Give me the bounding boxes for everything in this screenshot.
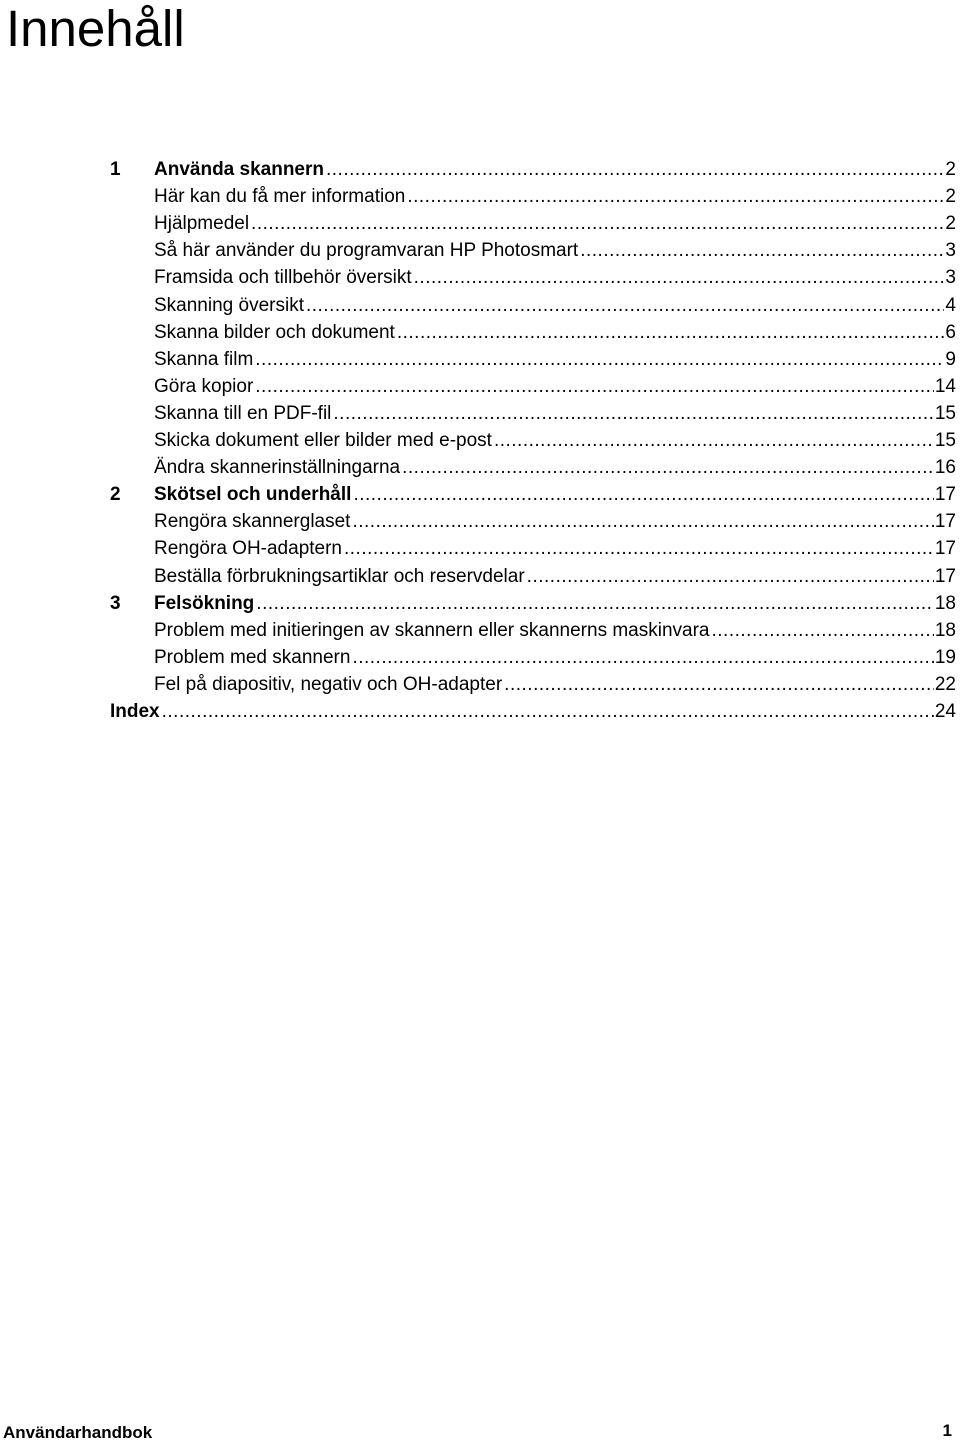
toc-entry[interactable]	[110, 425, 956, 452]
toc-entry-title: Problem med initieringen av skannern eller skannerns maskinvara	[154, 619, 710, 641]
toc-entry[interactable]	[110, 642, 956, 669]
toc-page-number: 4	[945, 294, 956, 316]
toc-page-number: 17	[934, 511, 956, 533]
toc-page-number: 18	[934, 619, 956, 641]
toc-page-number: 6	[945, 321, 956, 343]
toc-entry-title: Fel på diapositiv, negativ och OH-adapter	[154, 673, 503, 695]
toc-page-number: 18	[934, 592, 956, 614]
page-title: Innehåll	[6, 0, 185, 57]
toc-page-number: 2	[945, 213, 956, 235]
table-of-contents	[110, 154, 956, 723]
toc-page-number: 17	[934, 538, 956, 560]
toc-entry-title: Skanna bilder och dokument	[154, 321, 395, 343]
footer-page-number: 1	[942, 1421, 952, 1440]
toc-entry-title: Index	[110, 700, 160, 722]
toc-page-number: 2	[945, 186, 956, 208]
toc-entry[interactable]	[110, 208, 956, 235]
toc-entry[interactable]	[110, 289, 956, 316]
toc-page-number: 15	[934, 402, 956, 424]
toc-dot-leader	[352, 647, 933, 669]
toc-page-number: 3	[945, 267, 956, 289]
toc-entry-title: Skicka dokument eller bilder med e-post	[154, 430, 492, 452]
toc-entry[interactable]	[110, 452, 956, 479]
toc-dot-leader	[306, 295, 944, 317]
toc-dot-leader	[353, 484, 933, 506]
toc-page-number: 17	[934, 484, 956, 506]
toc-entry-title: Göra kopior	[154, 375, 254, 397]
toc-dot-leader	[256, 593, 934, 615]
toc-chapter-entry[interactable]	[110, 154, 956, 181]
toc-entry[interactable]	[110, 262, 956, 289]
toc-dot-leader	[504, 674, 934, 696]
toc-chapter-number: 2	[110, 484, 121, 506]
toc-dot-leader	[397, 322, 945, 344]
toc-page-number: 16	[934, 457, 956, 479]
toc-dot-leader	[580, 240, 944, 262]
toc-page-number: 17	[934, 565, 956, 587]
toc-entry-title: Ändra skannerinställningarna	[154, 457, 401, 479]
toc-entry[interactable]	[110, 344, 956, 371]
toc-page-number: 9	[945, 348, 956, 370]
toc-entry[interactable]	[110, 371, 956, 398]
toc-entry-title: Hjälpmedel	[154, 213, 250, 235]
toc-page-number: 3	[945, 240, 956, 262]
toc-entry-title: Här kan du få mer information	[154, 186, 406, 208]
toc-entry-title: Rengöra skannerglaset	[154, 511, 351, 533]
toc-dot-leader	[255, 376, 934, 398]
toc-entry-title: Beställa förbrukningsartiklar och reservdelar	[154, 565, 525, 587]
toc-page-number: 15	[934, 430, 956, 452]
toc-entry-title: Felsökning	[154, 592, 255, 614]
toc-page-number: 19	[934, 646, 956, 668]
toc-entry[interactable]	[110, 398, 956, 425]
toc-entry-title: Skötsel och underhåll	[154, 484, 352, 506]
toc-entry-title: Använda skannern	[154, 159, 324, 181]
toc-chapter-number: 3	[110, 592, 121, 614]
toc-entry[interactable]	[110, 181, 956, 208]
toc-entry[interactable]	[110, 669, 956, 696]
footer-manual-name: Användarhandbok	[3, 1423, 153, 1442]
toc-entry-title: Så här använder du programvaran HP Photosmart	[154, 240, 579, 262]
toc-dot-leader	[251, 213, 944, 235]
toc-dot-leader	[326, 159, 944, 181]
toc-dot-leader	[352, 511, 933, 533]
toc-entry-title: Problem med skannern	[154, 646, 351, 668]
toc-entry-title: Skanning översikt	[154, 294, 304, 316]
toc-entry[interactable]	[110, 506, 956, 533]
toc-dot-leader	[414, 267, 945, 289]
toc-dot-leader	[527, 566, 934, 588]
toc-entry-title: Framsida och tillbehör översikt	[154, 267, 412, 289]
toc-entry[interactable]	[110, 560, 956, 587]
toc-dot-leader	[255, 349, 944, 371]
toc-entry[interactable]	[110, 615, 956, 642]
toc-entry-title: Skanna film	[154, 348, 254, 370]
toc-dot-leader	[407, 186, 944, 208]
toc-chapter-entry[interactable]	[110, 479, 956, 506]
toc-dot-leader	[402, 457, 934, 479]
toc-index-entry[interactable]	[110, 696, 956, 723]
toc-page-number: 14	[934, 375, 956, 397]
toc-entry-title: Rengöra OH-adaptern	[154, 538, 342, 560]
toc-chapter-number: 1	[110, 159, 121, 181]
toc-entry-title: Skanna till en PDF-fil	[154, 402, 332, 424]
toc-page-number: 2	[945, 159, 956, 181]
toc-dot-leader	[494, 430, 934, 452]
toc-entry[interactable]	[110, 533, 956, 560]
toc-dot-leader	[344, 538, 934, 560]
toc-dot-leader	[333, 403, 933, 425]
toc-page-number: 22	[934, 673, 956, 695]
toc-chapter-entry[interactable]	[110, 588, 956, 615]
toc-dot-leader	[712, 620, 934, 642]
toc-entry[interactable]	[110, 235, 956, 262]
toc-page-number: 24	[934, 700, 956, 722]
toc-entry[interactable]	[110, 317, 956, 344]
toc-dot-leader	[162, 701, 934, 723]
